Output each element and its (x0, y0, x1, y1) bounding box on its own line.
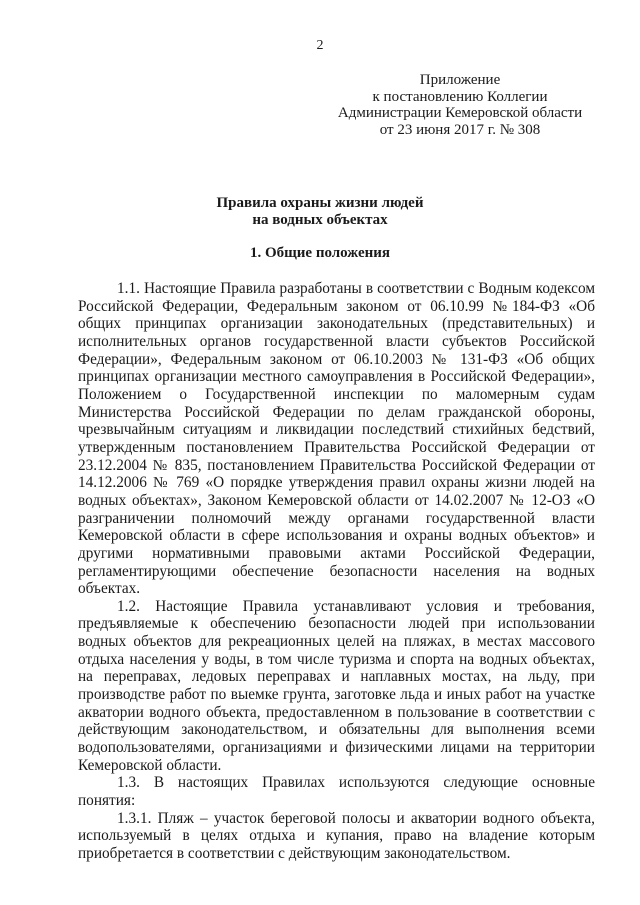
title-line: Правила охраны жизни людей (216, 195, 424, 211)
paragraph: 1.2. Настоящие Правила устанавливают условия и требования, предъявляемые к обеспечению безопасности людей при использовании водных объектов для рекреационных целей на пляжах, в местах массового отдыха населения у воды, в том числе туризма и спорта на водных объектах, на переправах, ледовых переправах и наплавных мостах, на льду, при производстве работ по выемке грунта, заготовке льда и иных работ на участке акватории водного объекта, предоставленном в пользование в соответствии с действующим законодательством, и обязательны для выполнения всеми водопользователями, организациями и физическими лицами на территории Кемеровской области. (78, 597, 595, 774)
page-number: 2 (316, 38, 324, 53)
paragraph: 1.1. Настоящие Правила разработаны в соответствии с Водным кодексом Российской Федерации, Федеральным законом от 06.10.99 №184-ФЗ «Об общих принципах организации законодательных (представительных) и исполнительных органов государственной власти субъектов Российской Федерации», Федеральным законом от 06.10.2003 № 131-ФЗ «Об общих принципах организации местного самоуправления в Российской Федерации», Положением о Государственной инспекции по маломерным судам Министерства Российской Федерации по делам гражданской обороны, чрезвычайным ситуациям и ликвидации последствий стихийных бедствий, утвержденным постановлением Правительства Российской Федерации от 23.12.2004 № 835, постановлением Правительства Российской Федерации от 14.12.2006 № 769 «О порядке утверждения правил охраны жизни людей на водных объектах», Законом Кемеровской области от 14.02.2007 № 12-ОЗ «О разграничении полномочий между органами государственной власти Кемеровской области в сфере использования и охраны водных объектов» и другими нормативными правовыми актами Российской Федерации, регламентирующими обеспечение безопасности населения на водных объектах. (78, 280, 595, 598)
paragraph: 1.3.1. Пляж – участок береговой полосы и акватории водного объекта, используемый в целях отдыха и купания, право на владение которым приобретается в соответствии с действующим законодательством. (78, 809, 595, 862)
appendix-line: к постановлению Коллегии (372, 88, 548, 105)
appendix-line: Администрации Кемеровской области (337, 105, 583, 122)
paragraph: 1.3. В настоящих Правилах используются следующие основные понятия: (78, 774, 595, 810)
title-line: на водных объектах (252, 212, 388, 228)
appendix-block (300, 72, 620, 138)
document-body (78, 280, 595, 863)
appendix-line: Приложение (419, 72, 501, 88)
document-title (0, 195, 640, 229)
appendix-line: от 23 июня 2017 г. № 308 (379, 121, 541, 138)
section-heading: 1. Общие положения (249, 245, 391, 261)
